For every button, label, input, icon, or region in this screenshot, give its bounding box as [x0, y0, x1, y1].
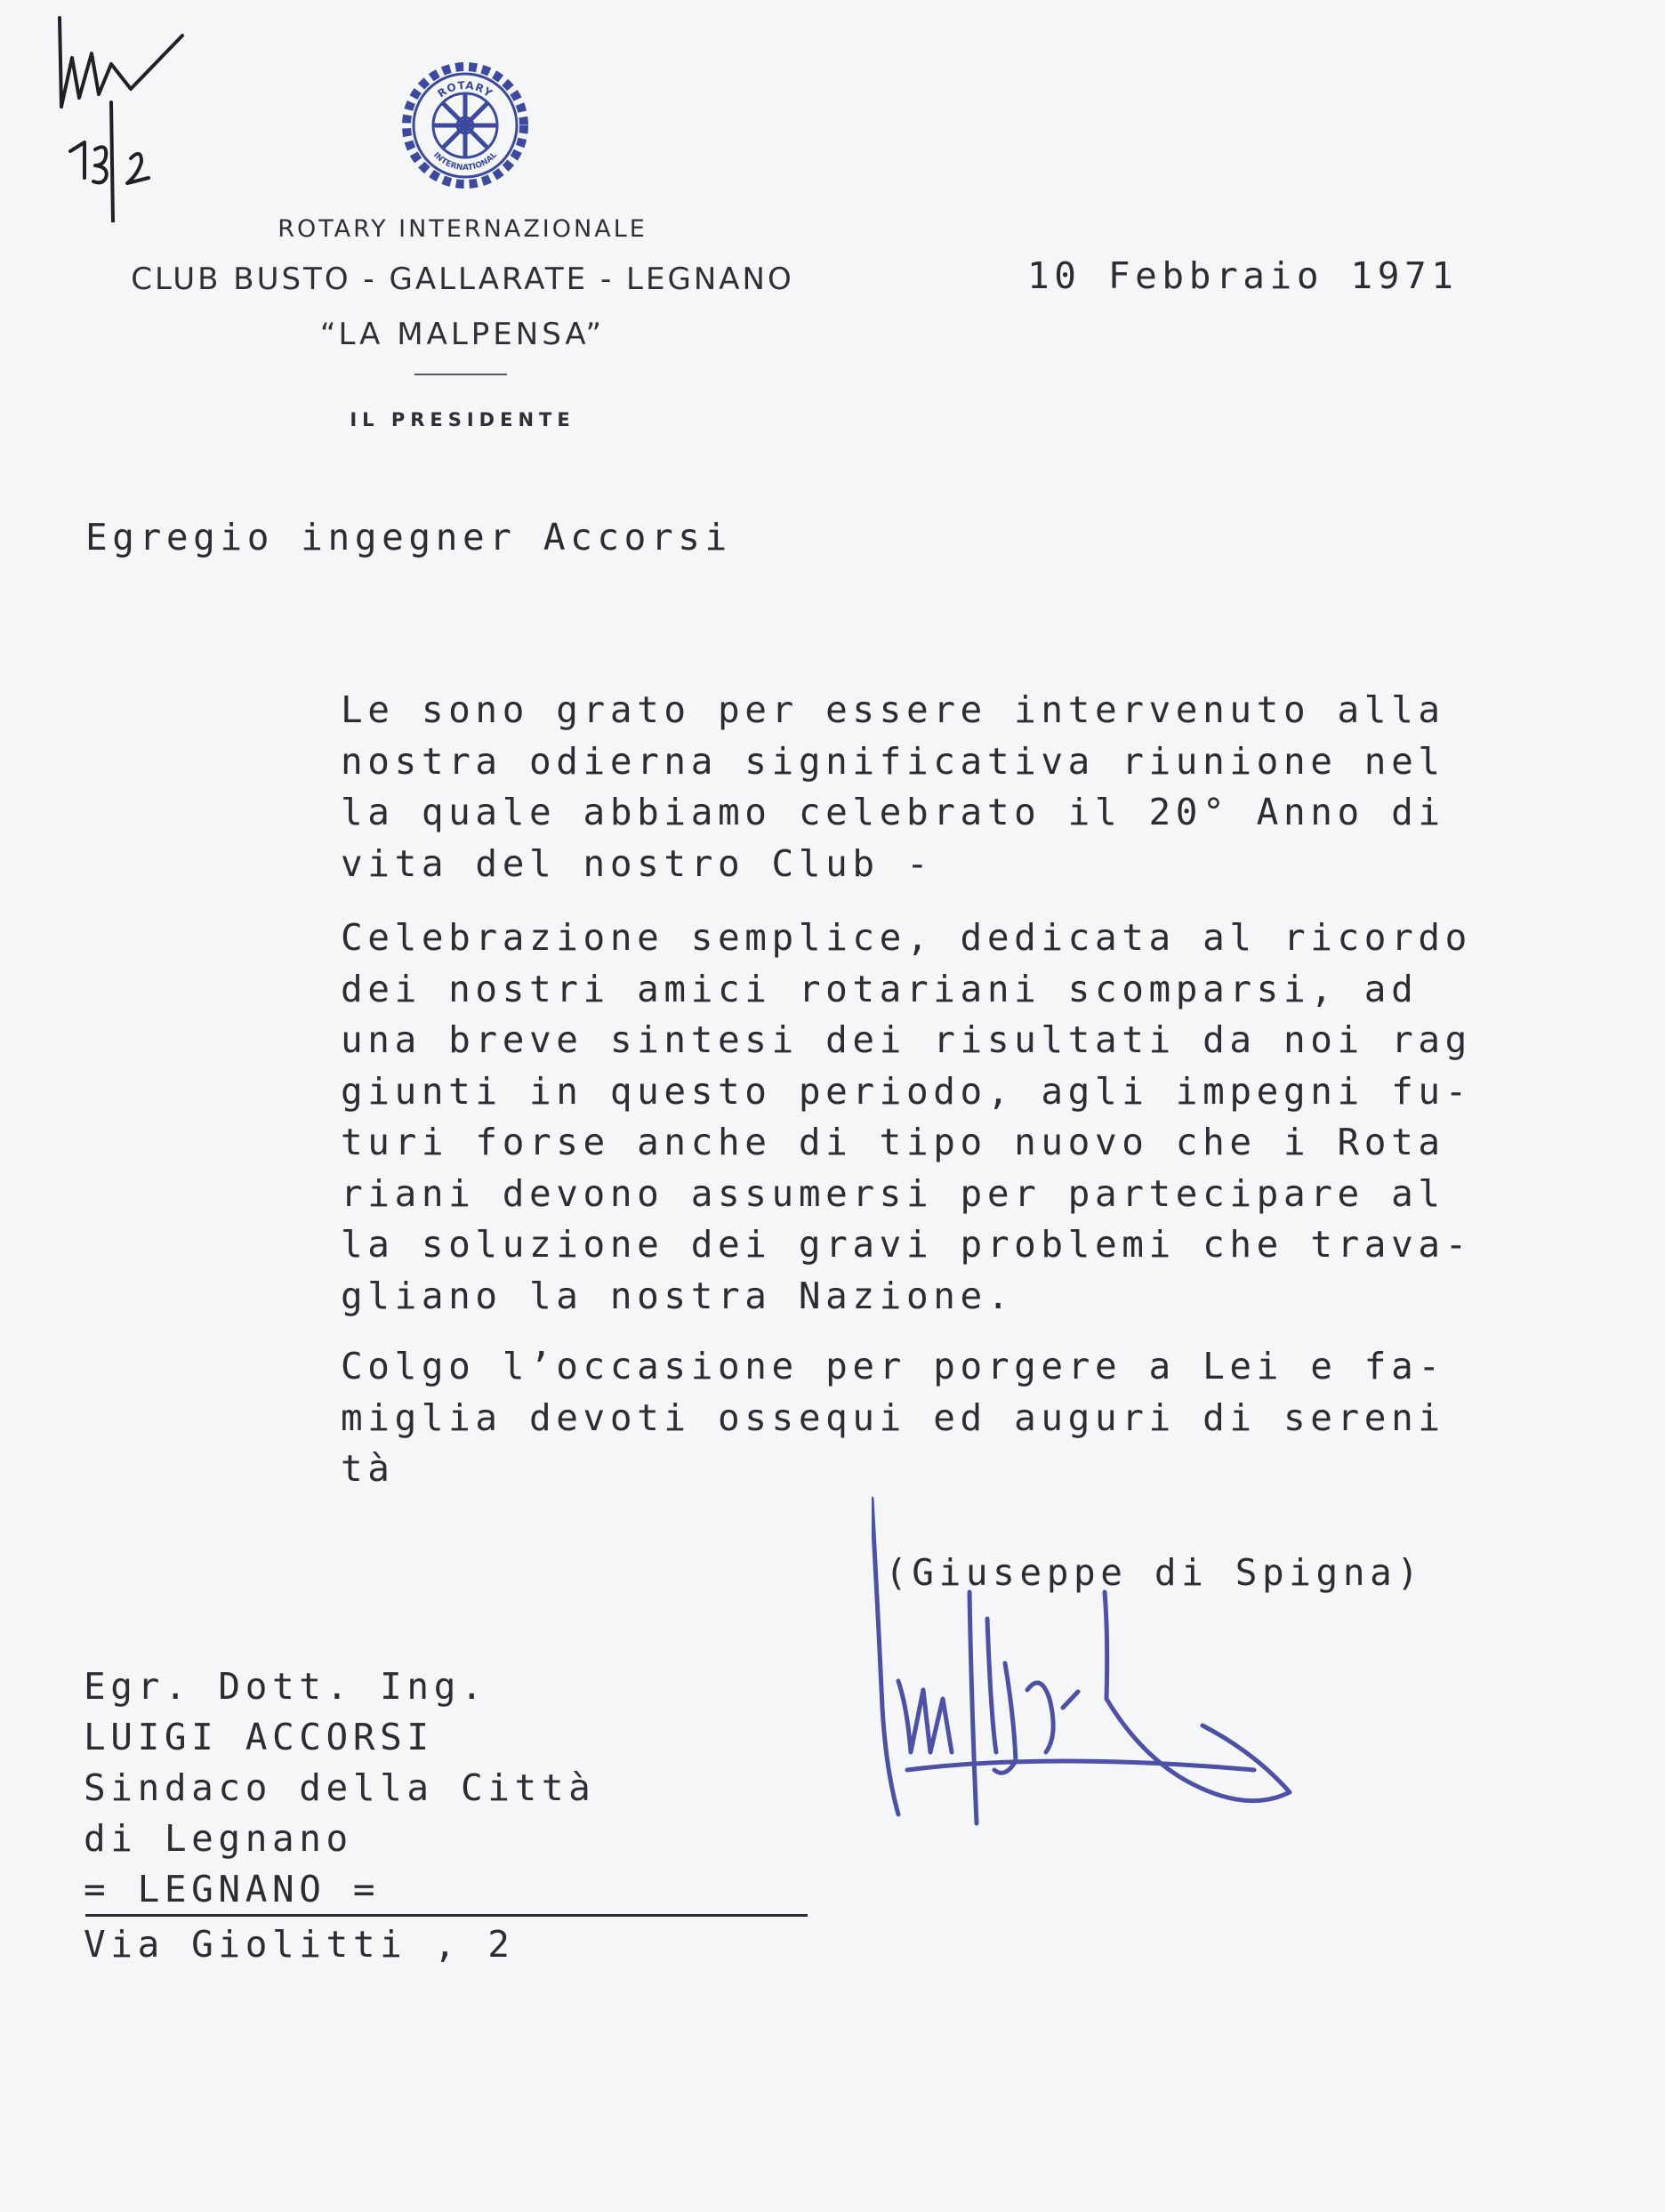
- rotary-wheel-emblem-icon: [398, 59, 532, 192]
- address-underline: [85, 1914, 808, 1917]
- letterhead-club-nickname: “LA MALPENSA”: [319, 317, 606, 352]
- address-line: Sindaco della Città: [84, 1766, 596, 1809]
- body-line: miglia devoti ossequi ed auguri di sereni: [341, 1396, 1445, 1439]
- address-line: LUIGI ACCORSI: [84, 1716, 434, 1758]
- body-paragraph-2: [341, 913, 1497, 1322]
- letterhead-club-name: CLUB BUSTO - GALLARATE - LEGNANO: [131, 261, 794, 297]
- address-line: di Legnano: [84, 1817, 353, 1860]
- body-line: riani devono assumersi per partecipare al: [341, 1171, 1445, 1215]
- body-line: la quale abbiamo celebrato il 20° Anno di: [341, 791, 1445, 833]
- salutation: Egregio ingegner Accorsi: [85, 516, 732, 559]
- body-line: una breve sintesi dei risultati da noi rag: [341, 1018, 1472, 1061]
- body-line: Celebrazione semplice, dedicata al ricordo: [341, 916, 1472, 959]
- body-line: Le sono grato per essere intervenuto alla: [341, 688, 1445, 731]
- recipient-address: [84, 1661, 595, 1915]
- letterhead-role: IL PRESIDENTE: [350, 409, 575, 430]
- body-line: tà: [341, 1447, 395, 1490]
- svg-text:INTERNATIONAL: INTERNATIONAL: [430, 150, 500, 173]
- letterhead-organization: ROTARY INTERNAZIONALE: [278, 215, 648, 243]
- address-street: Via Giolitti , 2: [84, 1923, 515, 1966]
- body-line: Colgo l’occasione per porgere a Lei e fa-: [341, 1345, 1445, 1388]
- body-line: giunti in questo periodo, agli impegni fu-: [341, 1069, 1472, 1113]
- body-line: vita del nostro Club -: [341, 841, 934, 885]
- body-line: dei nostri amici rotariani scomparsi, ad: [341, 967, 1419, 1010]
- body-line: gliano la nostra Nazione.: [341, 1274, 1015, 1317]
- letterhead-divider: [414, 374, 507, 375]
- body-paragraph-1: [341, 685, 1497, 889]
- letter-date: 10 Febbraio 1971: [1027, 254, 1459, 297]
- handwritten-signature: [872, 1485, 1352, 1859]
- body-paragraph-3: [341, 1341, 1497, 1495]
- address-line: Egr. Dott. Ing.: [84, 1665, 488, 1708]
- body-line: turi forse anche di tipo nuovo che i Rota: [341, 1121, 1445, 1163]
- body-line: nostra odierna significativa riunione nel: [341, 739, 1445, 783]
- signatory-typed-name: (Giuseppe di Spigna): [885, 1551, 1424, 1594]
- address-line: = LEGNANO =: [84, 1868, 381, 1910]
- handwritten-initials-note: [49, 9, 200, 222]
- svg-text:ROTARY: ROTARY: [435, 78, 495, 101]
- body-line: la soluzione dei gravi problemi che trava-: [341, 1223, 1472, 1266]
